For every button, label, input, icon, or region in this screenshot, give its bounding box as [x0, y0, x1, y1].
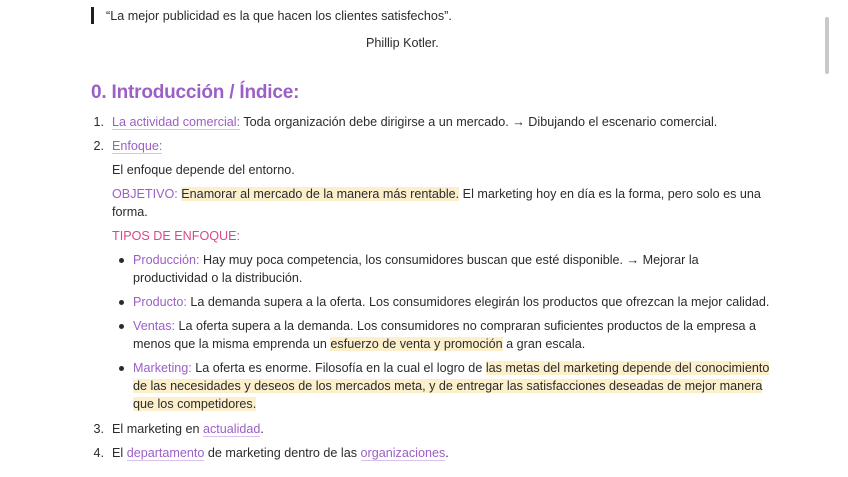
bullet-label: Producto:: [133, 295, 187, 309]
section-heading: 0. Introducción / Índice:: [91, 82, 300, 103]
bullet-label: Ventas:: [133, 319, 176, 333]
bullet-text: La oferta es enorme. Filosofía en la cual el logro de: [191, 361, 486, 375]
bullet-text-cont: [133, 335, 585, 353]
bullet-label: Marketing:: [133, 361, 192, 375]
bullet-text: Hay muy poca competencia, los consumidores buscan que esté disponible. → Mejorar la: [199, 253, 699, 267]
link-departamento[interactable]: departamento: [126, 446, 205, 460]
list-item: [112, 137, 162, 155]
link-actualidad[interactable]: actualidad: [203, 422, 261, 436]
enfoque-intro: El enfoque depende del entorno.: [112, 163, 295, 177]
link-organizaciones[interactable]: organizaciones: [360, 446, 446, 460]
link-enfoque[interactable]: Enfoque:: [112, 139, 163, 153]
list-item: [112, 113, 717, 131]
item-text: .: [445, 446, 449, 460]
item-number: 1.: [93, 115, 104, 129]
objective-text: El marketing hoy en día es la forma, pero solo es una: [459, 187, 761, 201]
highlight-text: las metas del marketing depende del conocimiento: [485, 361, 770, 375]
item-text: Toda organización debe dirigirse a un mercado. → Dibujando el escenario comercial.: [240, 115, 718, 129]
bullet-text: La demanda supera a la oferta. Los consumidores elegirán los productos que ofrezcan la mejor calidad.: [186, 295, 770, 309]
highlight-text: de las necesidades y deseos de los mercados meta, y de entregar las satisfacciones deseadas de mejor manera: [133, 379, 763, 393]
bullet-dot: [119, 366, 124, 371]
item-text: El: [112, 446, 127, 460]
list-item: [112, 444, 449, 462]
quote-author: Phillip Kotler.: [366, 36, 439, 50]
bullet-marketing: [133, 359, 769, 377]
types-label: TIPOS DE ENFOQUE:: [112, 229, 241, 243]
item-text: El marketing en: [112, 422, 203, 436]
item-number: 2.: [93, 139, 104, 153]
bullet-text: La oferta supera a la demanda. Los consumidores no compraran suficientes productos de la empresa a: [175, 319, 757, 333]
item-number: 3.: [93, 422, 104, 436]
objective-line: [112, 185, 761, 203]
bullet-dot: [119, 258, 124, 263]
quote-bar: [91, 7, 94, 24]
objective-text-cont: forma.: [112, 205, 148, 219]
bullet-text-cont: [133, 377, 762, 395]
vertical-scrollbar[interactable]: [825, 17, 829, 74]
list-item: [112, 420, 264, 438]
highlight-text: que los competidores.: [133, 397, 257, 411]
item-text: .: [260, 422, 264, 436]
bullet-text-cont: [133, 395, 256, 413]
highlight-text: esfuerzo de venta y promoción: [330, 337, 503, 351]
bullet-text-cont: productividad o la distribución.: [133, 271, 303, 285]
bullet-text: a gran escala.: [502, 337, 586, 351]
bullet-label: Producción:: [133, 253, 200, 267]
item-text: de marketing dentro de las: [204, 446, 361, 460]
bullet-produccion: [133, 251, 699, 269]
bullet-text: menos que la misma emprenda un: [133, 337, 331, 351]
quote-text: “La mejor publicidad es la que hacen los clientes satisfechos”.: [106, 9, 452, 23]
objective-highlight: Enamorar al mercado de la manera más rentable.: [181, 187, 460, 201]
bullet-dot: [119, 300, 124, 305]
bullet-producto: [133, 293, 769, 311]
link-actividad-comercial[interactable]: La actividad comercial:: [112, 115, 241, 129]
item-number: 4.: [93, 446, 104, 460]
bullet-ventas: [133, 317, 756, 335]
bullet-dot: [119, 324, 124, 329]
objective-label: OBJETIVO:: [112, 187, 178, 201]
